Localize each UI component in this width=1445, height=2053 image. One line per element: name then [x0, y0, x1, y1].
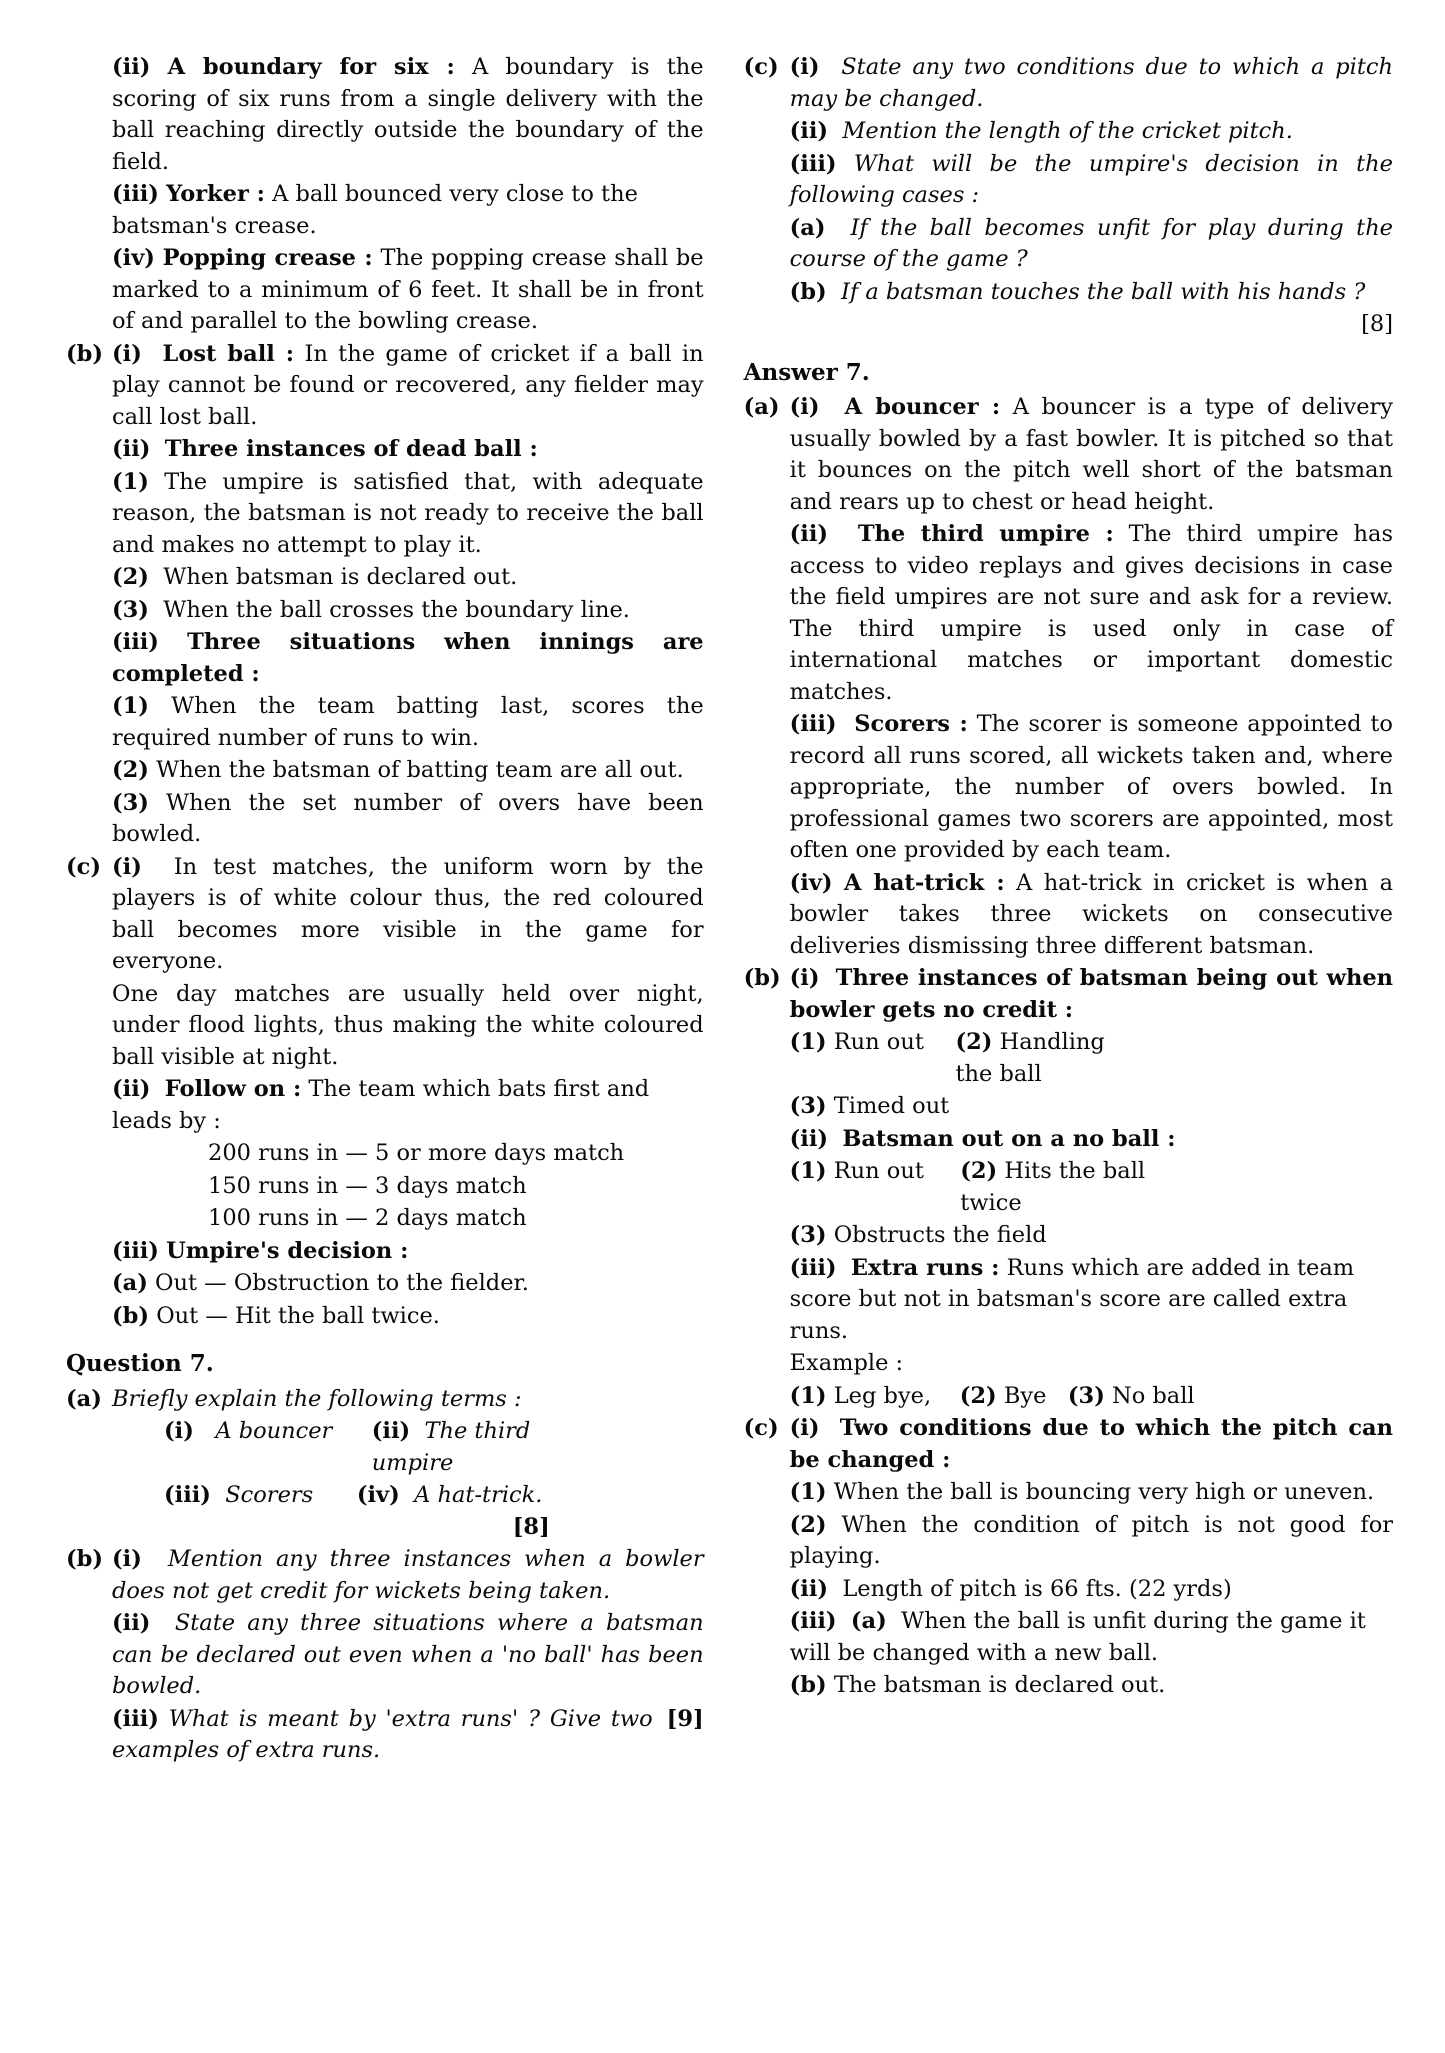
part-a-stem: Briefly explain the following terms : — [112, 1385, 522, 1412]
item-term: The third umpire : — [857, 521, 1114, 547]
answer-item-text — [790, 519, 1393, 708]
item-heading-text: Two conditions due to which the pitch can be changed : — [789, 1415, 1393, 1473]
point-body: The batsman is declared out. — [833, 1672, 1166, 1698]
item-body: State any three situations where a batsman can be declared out even when a 'no ball' has been bowled. — [112, 1610, 704, 1699]
answer-point-text — [112, 1301, 704, 1333]
point-body: When the ball is bouncing very high or uneven. — [833, 1479, 1375, 1505]
answer7-item — [744, 868, 1393, 963]
answer-point — [66, 562, 704, 594]
point-body: Out — Obstruction to the fielder. — [155, 1270, 529, 1296]
item-body: A bouncer is a type of delivery usually bowled by a fast bowler. It is pitched so that it bounces on the pitch well short of the batsman and rears up to chest or head height. — [789, 394, 1393, 515]
question7-part-b — [66, 1544, 704, 1607]
point-number: (2) — [112, 564, 149, 590]
item-term: Scorers : — [854, 711, 968, 737]
answer-paragraph — [66, 979, 704, 1074]
answer7-item — [744, 1574, 1393, 1606]
answer7-item — [744, 1606, 1393, 1669]
term-item — [372, 1416, 580, 1479]
answer-point-text — [112, 788, 704, 851]
item-roman-label: (i) — [789, 394, 820, 420]
item-roman-label: (ii) — [112, 1076, 151, 1102]
part-label-b: (b) — [66, 1546, 104, 1572]
point-number: (2) — [112, 757, 149, 783]
point-item — [790, 1027, 956, 1090]
answer-part-b — [66, 339, 704, 434]
points-row — [790, 1156, 1178, 1219]
point-number: (a) — [850, 1608, 887, 1634]
item-body: State any two conditions due to which a pitch may be changed. — [789, 54, 1393, 112]
follow-on-row — [66, 1138, 704, 1170]
item-heading-text: Three situations when innings are completed : — [112, 629, 704, 687]
item-roman-label: (ii) — [789, 1125, 829, 1152]
point-number: (1) — [789, 1158, 827, 1184]
part-label-a: (a) — [66, 1385, 102, 1412]
answer-point — [66, 691, 704, 754]
example-body: Leg bye, — [833, 1382, 932, 1409]
item-heading-text: Batsman out on a no ball : — [842, 1125, 1176, 1152]
point-body: Out — Hit the ball twice. — [156, 1302, 440, 1329]
point-body: When the ball crosses the boundary line. — [163, 596, 630, 623]
term-label: (iv) — [356, 1482, 400, 1508]
item-body: The third umpire has access to video replays and gives decisions in case the field umpires are not sure and ask for a review. The third umpire is used only in case of international matches or important domestic matches. — [789, 521, 1394, 705]
item-body: Mention any three instances when a bowler does not get credit for wickets being taken. — [112, 1546, 704, 1604]
item-roman-label: (ii) — [112, 1610, 151, 1636]
answer-item-text — [790, 1574, 1393, 1606]
answer-item — [66, 434, 704, 466]
term-text: The third umpire — [371, 1418, 531, 1476]
part-b-item — [112, 1608, 704, 1703]
item-roman-label: (iii) — [112, 629, 159, 655]
term-item — [164, 1416, 372, 1479]
item-heading-text: Three instances of dead ball : — [164, 436, 538, 462]
part-label-c: (c) — [743, 54, 779, 80]
item-heading-text: Three instances of batsman being out when bowler gets no credit : — [789, 965, 1393, 1023]
answer-item-text — [112, 339, 704, 434]
item-body: The scorer is someone appointed to record all runs scored, all wickets taken and, where appropriate, the number of overs bowled. In professional games two scorers are appointed, most often one provided by each team. — [789, 711, 1393, 863]
point-body: The umpire is satisfied that, with adequate reason, the batsman is not ready to receive the ball and makes no attempt to play it. — [112, 468, 704, 558]
point-number: (1) — [789, 1029, 827, 1055]
point-number: (2) — [960, 1158, 998, 1184]
answer-item — [66, 627, 704, 690]
item-roman-label: (iii) — [112, 181, 159, 207]
answer-point-text — [112, 467, 704, 562]
example-number: (2) — [959, 1382, 997, 1409]
answer7-points-row — [744, 1027, 1393, 1090]
point-number: (1) — [112, 468, 149, 495]
term-item — [357, 1480, 550, 1543]
question7-part-b-item — [66, 1608, 704, 1703]
answer7-point — [744, 1091, 1393, 1123]
question6-case — [744, 213, 1393, 276]
part-b-item — [112, 1544, 704, 1607]
answer-point — [66, 1301, 704, 1333]
term-label: (i) — [164, 1418, 194, 1444]
example-number: (3) — [1067, 1382, 1105, 1409]
answer-item — [66, 179, 704, 242]
item-roman-label: (ii) — [789, 1575, 829, 1602]
example-body: Bye — [1003, 1382, 1047, 1409]
answer7-item — [744, 519, 1393, 708]
answer7-part-c — [744, 1413, 1393, 1476]
point-body: When the condition of pitch is not good for playing. — [789, 1511, 1393, 1569]
item-roman-label: (iii) — [112, 1237, 159, 1264]
answer-item-text — [790, 709, 1393, 867]
answer-item-text — [112, 243, 704, 338]
answer7-points-row — [744, 1156, 1393, 1219]
answer-paragraph-text: One day matches are usually held over night, under flood lights, thus making the white coloured ball visible at night. — [112, 980, 704, 1070]
case-body: If the ball becomes unfit for play during the course of the game ? — [789, 214, 1393, 272]
item-body: The team which bats first and leads by : — [112, 1076, 650, 1134]
question7-terms-row — [66, 1480, 704, 1543]
item-roman-label: (i) — [789, 1415, 820, 1441]
point-item — [790, 1091, 1393, 1123]
item-term: Extra runs : — [850, 1254, 1000, 1281]
answer-item — [66, 1074, 704, 1137]
point-number: (3) — [789, 1222, 827, 1248]
item-body: What is meant by 'extra runs' ? Give two examples of extra runs. — [112, 1705, 653, 1763]
answer7-item — [744, 709, 1393, 867]
follow-on-row — [66, 1203, 704, 1235]
answer7-part-b — [744, 963, 1393, 1026]
case-number: (a) — [789, 214, 826, 241]
point-number: (3) — [112, 789, 149, 816]
case-text — [790, 213, 1393, 276]
item-body: Length of pitch is 66 fts. (22 yrds) — [842, 1575, 1232, 1602]
point-item — [790, 1156, 961, 1219]
answer-point — [66, 1268, 704, 1300]
case-body: If a batsman touches the ball with his hands ? — [840, 278, 1366, 305]
item-term: Popping crease : — [162, 245, 373, 271]
part-label-b: (b) — [743, 965, 781, 991]
point-item — [790, 1477, 1393, 1509]
point-body: When the batsman of batting team are all out. — [156, 757, 684, 783]
point-body: Obstructs the field — [833, 1222, 1047, 1248]
terms-row-1 — [112, 1416, 580, 1479]
case-number: (b) — [789, 278, 827, 305]
answer-point-text — [112, 595, 704, 627]
item-roman-label: (iii) — [112, 1705, 159, 1732]
point-body: When batsman is declared out. — [163, 564, 518, 590]
answer-item-heading — [112, 627, 704, 690]
follow-on-row-text: 100 runs in — 2 days match — [208, 1205, 527, 1231]
part-label-c: (c) — [66, 853, 101, 880]
part-c-item — [790, 52, 1393, 115]
answer-point-text — [112, 562, 704, 594]
answer-item-text — [790, 868, 1393, 963]
point-item — [790, 1510, 1393, 1573]
item-term: A hat-trick : — [843, 869, 1005, 896]
follow-on-row-text: 200 runs in — 5 or more days match — [208, 1140, 625, 1166]
item-roman-label: (iv) — [789, 869, 833, 896]
answer7-item — [744, 1124, 1393, 1156]
part-label-c: (c) — [743, 1415, 779, 1441]
answer-item-text — [112, 179, 704, 242]
item-body: A hat-trick in cricket is when a bowler takes three wickets on consecutive deliveries dismissing three different batsman. — [789, 869, 1394, 959]
examples-row — [790, 1381, 1393, 1413]
point-body: When the team batting last, scores the required number of runs to win. — [112, 693, 704, 751]
part-label-a: (a) — [743, 394, 780, 420]
answer-item-text — [790, 1606, 1393, 1669]
answer-point-text — [112, 1268, 704, 1300]
answer-item — [66, 243, 704, 338]
two-column-layout — [48, 52, 1397, 2013]
item-body: Mention the length of the cricket pitch. — [842, 118, 1293, 144]
term-label: (iii) — [164, 1482, 211, 1508]
point-item — [960, 1156, 1154, 1219]
point-number: (2) — [955, 1029, 993, 1055]
question7-part-a — [66, 1384, 704, 1416]
right-column — [736, 52, 1397, 2013]
answer7-part-a — [744, 392, 1393, 518]
item-body: A ball bounced very close to the batsman's crease. — [112, 181, 638, 239]
answer7-point — [744, 1477, 1393, 1509]
point-item — [955, 1027, 1143, 1090]
answer-part-c — [66, 852, 704, 978]
item-heading-text: Umpire's decision : — [166, 1237, 409, 1264]
part-label-b: (b) — [66, 340, 104, 367]
answer-item-text — [112, 52, 704, 178]
point-number: (a) — [112, 1270, 148, 1296]
item-term: Lost ball : — [162, 340, 295, 367]
answer-item-heading — [790, 963, 1393, 1026]
item-roman-label: (ii) — [789, 521, 829, 547]
answer-item-text — [112, 852, 704, 978]
point-number: (2) — [789, 1511, 827, 1538]
answer-point-text — [112, 755, 704, 787]
answer-item-text — [112, 1074, 704, 1137]
points-row — [790, 1027, 1167, 1090]
point-number: (3) — [789, 1093, 827, 1119]
item-roman-label: (i) — [112, 340, 142, 367]
point-number: (1) — [112, 693, 149, 719]
question6-part-c-item — [744, 149, 1393, 212]
marks-badge-a: [8] — [512, 1513, 550, 1540]
item-term: Yorker : — [166, 181, 265, 207]
point-body: Run out — [833, 1158, 924, 1184]
answer7-item — [744, 1253, 1393, 1348]
point-item — [790, 1220, 1393, 1252]
marks-row — [744, 309, 1393, 341]
left-column — [48, 52, 710, 2013]
point-number: (b) — [789, 1672, 827, 1698]
question7-terms-row — [66, 1416, 704, 1479]
question6-part-c — [744, 52, 1393, 115]
point-body: Run out — [833, 1029, 924, 1055]
term-label: (ii) — [371, 1418, 411, 1444]
item-body: In test matches, the uniform worn by the players is of white colour thus, the red coloured ball becomes more visible in the game for everyone. — [112, 853, 704, 974]
term-text: Scorers — [225, 1482, 314, 1508]
term-text: A hat-trick. — [414, 1482, 543, 1508]
item-roman-label: (ii) — [112, 436, 151, 462]
answer-item-text — [790, 392, 1393, 518]
answer-point-text — [112, 691, 704, 754]
item-roman-label: (iii) — [789, 150, 837, 177]
item-roman-label: (iv) — [112, 245, 155, 271]
answer-point — [66, 755, 704, 787]
term-item — [164, 1480, 357, 1543]
answer-point — [66, 595, 704, 627]
follow-on-row — [66, 1171, 704, 1203]
item-roman-label: (i) — [112, 1546, 142, 1572]
item-roman-label: (iii) — [789, 1254, 837, 1281]
answer-point — [66, 467, 704, 562]
item-term: Follow on : — [164, 1076, 302, 1102]
item-term: A boundary for six : — [167, 54, 455, 80]
point-body: When the ball is unfit during the game it will be changed with a new ball. — [789, 1608, 1366, 1666]
example-number: (1) — [789, 1382, 827, 1409]
answer-item-text — [790, 1253, 1393, 1348]
marks-badge-c: [8] — [1361, 311, 1393, 337]
item-roman-label: (i) — [112, 853, 142, 880]
item-roman-label: (i) — [789, 965, 820, 991]
question7-title: Question 7. — [66, 1350, 214, 1377]
answer-item — [66, 52, 704, 178]
answer7-example-label — [744, 1348, 1393, 1380]
question6-case — [744, 277, 1393, 309]
answer-item-heading — [790, 1124, 1393, 1156]
point-number: (1) — [789, 1479, 827, 1505]
question7-part-b-item — [66, 1704, 704, 1767]
item-body: A boundary is the scoring of six runs from a single delivery with the ball reaching directly outside the boundary of the field. — [112, 54, 704, 175]
item-term: A bouncer : — [844, 394, 1001, 420]
answer-item-heading — [112, 1236, 704, 1268]
term-text: A bouncer — [215, 1418, 333, 1444]
part-c-item — [790, 116, 1393, 148]
part-b-item — [112, 1704, 704, 1767]
part-c-item — [790, 149, 1393, 212]
question6-part-c-item — [744, 116, 1393, 148]
answer-item-heading — [112, 434, 704, 466]
example-label: Example : — [789, 1350, 904, 1376]
item-body: In the game of cricket if a ball in play cannot be found or recovered, any fielder may call lost ball. — [112, 340, 704, 430]
item-roman-label: (iii) — [789, 1608, 837, 1634]
point-item — [790, 1670, 1393, 1702]
answer7-point — [744, 1510, 1393, 1573]
point-body: Hits the ball twice — [960, 1158, 1146, 1216]
point-body: When the set number of overs have been bowled. — [112, 789, 704, 847]
terms-row-2 — [112, 1480, 550, 1543]
marks-badge-b: [9] — [666, 1705, 704, 1732]
item-body: What will be the umpire's decision in the following cases : — [789, 150, 1393, 208]
point-body: Handling the ball — [955, 1029, 1105, 1087]
answer7-point — [744, 1670, 1393, 1702]
example-body: No ball — [1112, 1382, 1195, 1409]
answer7-point — [744, 1220, 1393, 1252]
item-roman-label: (ii) — [112, 54, 151, 80]
follow-on-row-text: 150 runs in — 3 days match — [208, 1172, 527, 1199]
answer-item — [66, 1236, 704, 1268]
answer7-examples-row — [744, 1381, 1393, 1413]
answer-point — [66, 788, 704, 851]
answer-item-heading — [790, 1413, 1393, 1476]
item-body: The popping crease shall be marked to a minimum of 6 feet. It shall be in front of and parallel to the bowling crease. — [112, 245, 704, 334]
item-roman-label: (ii) — [789, 118, 829, 144]
point-body: Timed out — [833, 1093, 950, 1119]
point-number: (3) — [112, 596, 149, 623]
case-text — [790, 277, 1393, 309]
item-roman-label: (iii) — [789, 711, 837, 737]
item-body: Runs which are added in team score but not in batsman's score are called extra runs. — [789, 1254, 1355, 1344]
answer7-title: Answer 7. — [743, 358, 870, 386]
item-roman-label: (i) — [789, 54, 820, 80]
point-number: (b) — [112, 1302, 150, 1329]
